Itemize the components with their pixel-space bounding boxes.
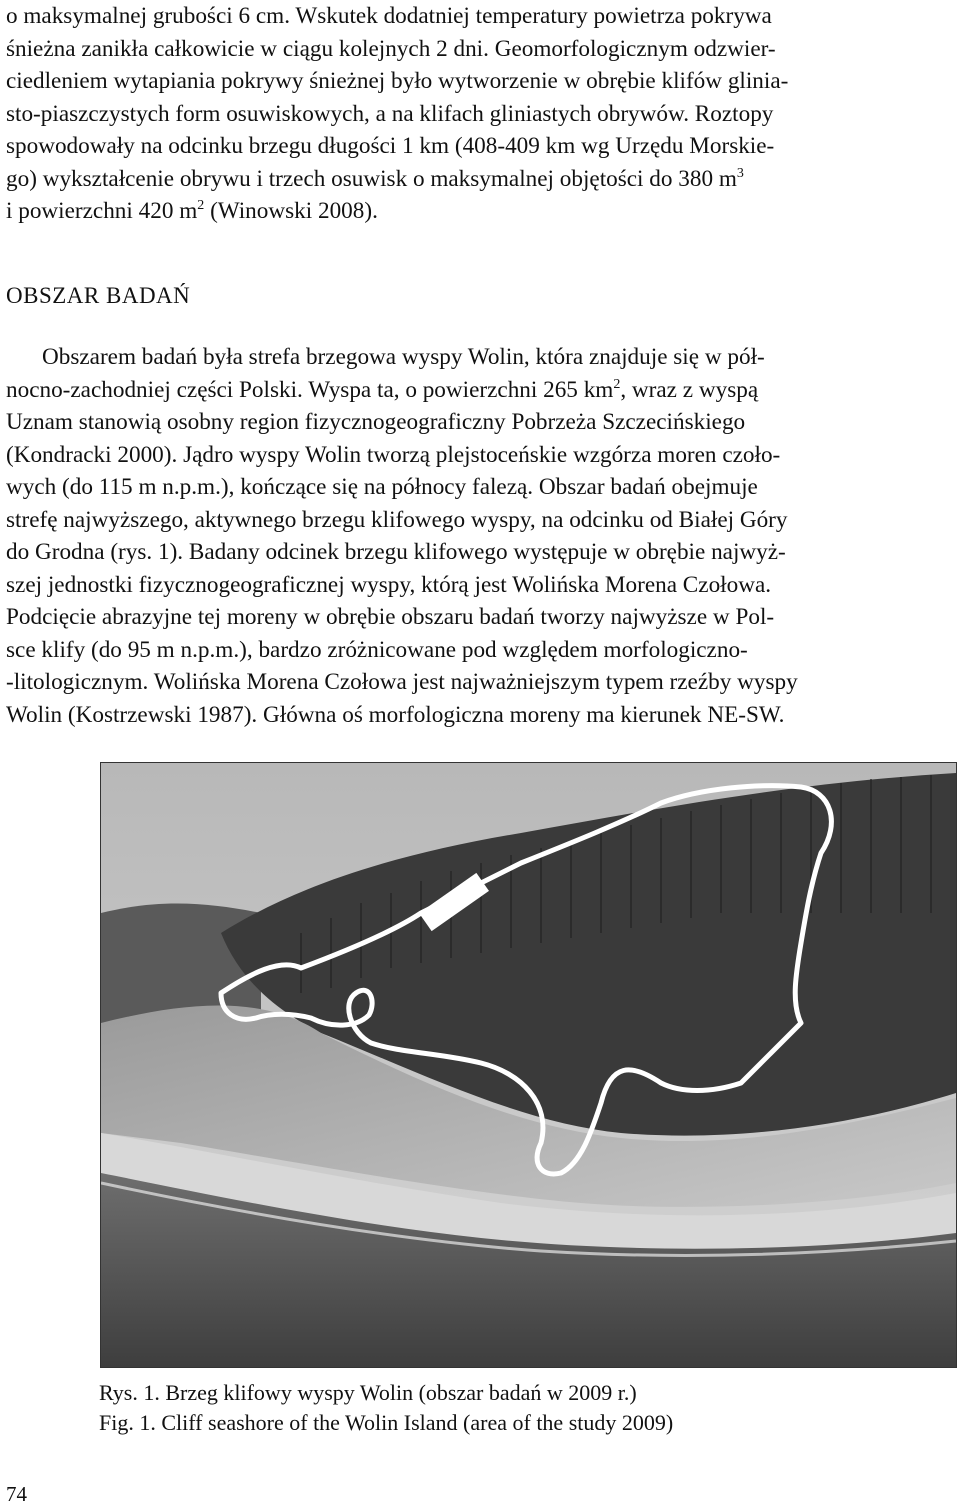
text-span: (Winowski 2008). bbox=[204, 198, 378, 224]
text-line bbox=[6, 374, 954, 407]
text-span: i powierzchni 420 m bbox=[6, 198, 198, 224]
text-span: nocno-zachodniej części Polski. Wyspa ta, o powierzchni 265 km bbox=[6, 376, 614, 403]
text-line: sto-piaszczystych form osuwiskowych, a na klifach gliniastych obrywów. Roztopy bbox=[6, 100, 774, 127]
text-line bbox=[6, 195, 954, 228]
text-line: -litologicznym. Wolińska Morena Czołowa jest najważniejszym typem rzeźby wyspy bbox=[6, 669, 798, 695]
text-line: (Kondracki 2000). Jądro wyspy Wolin tworzą plejstoceńskie wzgórza moren czoło- bbox=[6, 441, 781, 468]
text-span: , wraz z wyspą bbox=[620, 376, 759, 403]
body-paragraph-1 bbox=[6, 0, 954, 228]
text-line: Obszarem badań była strefa brzegowa wyspy Wolin, która znajduje się w pół- bbox=[42, 344, 765, 370]
text-line: śnieżna zanikła całkowicie w ciągu kolejnych 2 dni. Geomorfologicznym odzwier- bbox=[6, 35, 776, 62]
text-line: strefę najwyższego, aktywnego brzegu klifowego wyspy, na odcinku od Białej Góry bbox=[6, 506, 788, 533]
text-line: Uznam stanowią osobny region fizycznogeograficzny Pobrzeża Szczecińskiego bbox=[6, 409, 746, 435]
cliff-photo-illustration bbox=[101, 763, 956, 1367]
text-line: Podcięcie abrazyjne tej moreny w obrębie obszaru badań tworzy najwyższe w Pol- bbox=[6, 604, 775, 630]
text-line: do Grodna (rys. 1). Badany odcinek brzegu klifowego występuje w obrębie najwyż- bbox=[6, 539, 786, 565]
text-line: ciedleniem wytapiania pokrywy śnieżnej było wytworzenie w obrębie klifów glinia- bbox=[6, 68, 789, 94]
text-line: sce klify (do 95 m n.p.m.), bardzo zróżnicowane pod względem morfologiczno- bbox=[6, 636, 748, 663]
figure-caption-en: Fig. 1. Cliff seashore of the Wolin Island (area of the study 2009) bbox=[99, 1410, 674, 1435]
text-line bbox=[6, 163, 954, 196]
body-paragraph-2 bbox=[6, 341, 954, 731]
page-number: 74 bbox=[6, 1482, 27, 1506]
text-line: Wolin (Kostrzewski 1987). Główna oś morfologiczna moreny ma kierunek NE-SW. bbox=[6, 701, 785, 728]
section-heading: OBSZAR BADAŃ bbox=[6, 283, 191, 308]
text-line: o maksymalnej grubości 6 cm. Wskutek dodatniej temperatury powietrza pokrywa bbox=[6, 3, 772, 29]
superscript: 2 bbox=[613, 376, 621, 392]
text-span: go) wykształcenie obrywu i trzech osuwisk o maksymalnej objętości do 380 m bbox=[6, 165, 737, 192]
figure-caption-pl: Rys. 1. Brzeg klifowy wyspy Wolin (obszar badań w 2009 r.) bbox=[99, 1380, 637, 1405]
text-line: wych (do 115 m n.p.m.), kończące się na północy falezą. Obszar badań obejmuje bbox=[6, 474, 758, 500]
superscript: 3 bbox=[736, 165, 744, 181]
text-line: spowodowały na odcinku brzegu długości 1 km (408-409 km wg Urzędu Morskie- bbox=[6, 133, 775, 159]
text-line: szej jednostki fizycznogeograficznej wyspy, którą jest Wolińska Morena Czołowa. bbox=[6, 571, 772, 598]
figure-cliff-photo bbox=[100, 762, 957, 1368]
superscript: 2 bbox=[197, 198, 205, 213]
